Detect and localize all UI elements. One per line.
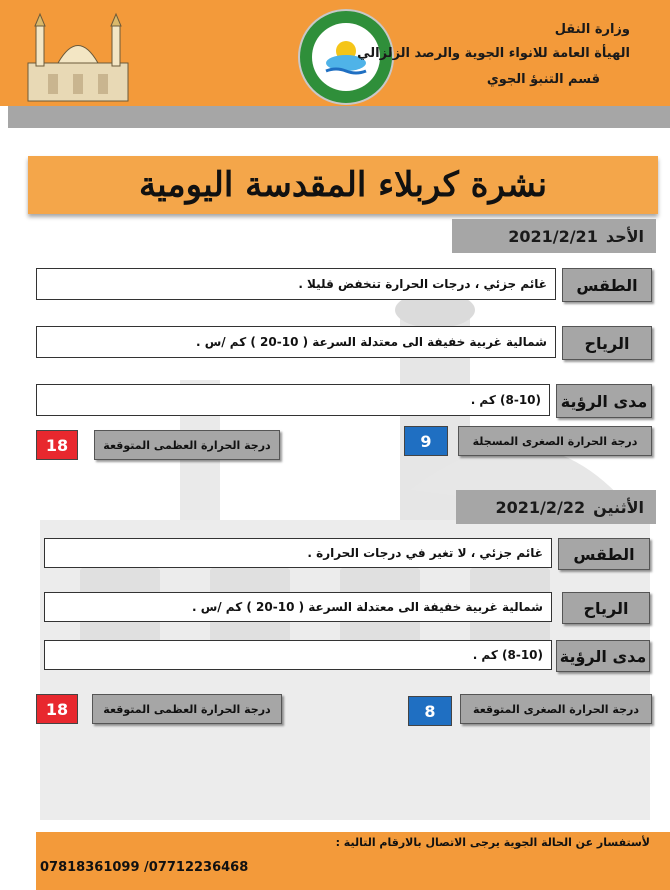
day1-min-label: درجة الحرارة الصغرى المسجلة <box>458 426 652 456</box>
day1-visibility-value: (8-10) كم . <box>36 384 550 416</box>
day2-wind-label: الرياح <box>562 592 650 624</box>
day2-visibility-value: (8-10) كم . <box>44 640 552 670</box>
footer-inquiry: لأستفسار عن الحالة الجوية يرجى الاتصال بالارقام التالية : <box>335 836 650 849</box>
day1-weather-value: غائم جزئي ، درجات الحرارة تنخفض قليلا . <box>36 268 556 300</box>
day1-weather-label: الطقس <box>562 268 652 302</box>
day2-visibility-label: مدى الرؤية <box>556 640 650 672</box>
department-name: قسم التنبؤ الجوي <box>486 72 600 87</box>
footer-phones: 07818361099 /07712236468 <box>40 860 249 875</box>
day2-day-name: الأثنين <box>593 497 644 517</box>
ministry-name: وزارة النقل <box>554 22 630 37</box>
day1-visibility-label: مدى الرؤية <box>556 384 652 418</box>
day1-max-label: درجة الحرارة العظمى المتوقعة <box>94 430 280 460</box>
day2-max-label: درجة الحرارة العظمى المتوقعة <box>92 694 282 724</box>
bulletin-title-band <box>28 156 658 214</box>
day2-wind-value: شمالية غربية خفيفة الى معتدلة السرعة ( 10-20 ) كم /س . <box>44 592 552 622</box>
day1-min-temp: 9 <box>404 426 448 456</box>
day2-max-temp: 18 <box>36 694 78 724</box>
day1-wind-label: الرياح <box>562 326 652 360</box>
day2-date: 2021/2/22 <box>495 497 586 517</box>
day1-day-name: الأحد <box>605 226 644 246</box>
day1-date-box <box>452 219 656 253</box>
day1-max-temp: 18 <box>36 430 78 460</box>
day2-weather-value: غائم جزئي ، لا تغير في درجات الحرارة . <box>44 538 552 568</box>
day1-wind-value: شمالية غربية خفيفة الى معتدلة السرعة ( 10-20 ) كم /س . <box>36 326 556 358</box>
day2-min-temp: 8 <box>408 696 452 726</box>
day2-min-label: درجة الحرارة الصغرى المتوقعة <box>460 694 652 724</box>
header-divider <box>8 106 670 128</box>
day2-weather-label: الطقس <box>558 538 650 570</box>
footer-band <box>36 832 670 890</box>
shrine-icon <box>18 8 138 104</box>
authority-name: الهيأة العامة للانواء الجوية والرصد الزلزالي <box>357 46 630 61</box>
bulletin-title: نشرة كربلاء المقدسة اليومية <box>138 165 548 205</box>
day1-date: 2021/2/21 <box>508 226 598 246</box>
day2-date-box <box>456 490 656 524</box>
